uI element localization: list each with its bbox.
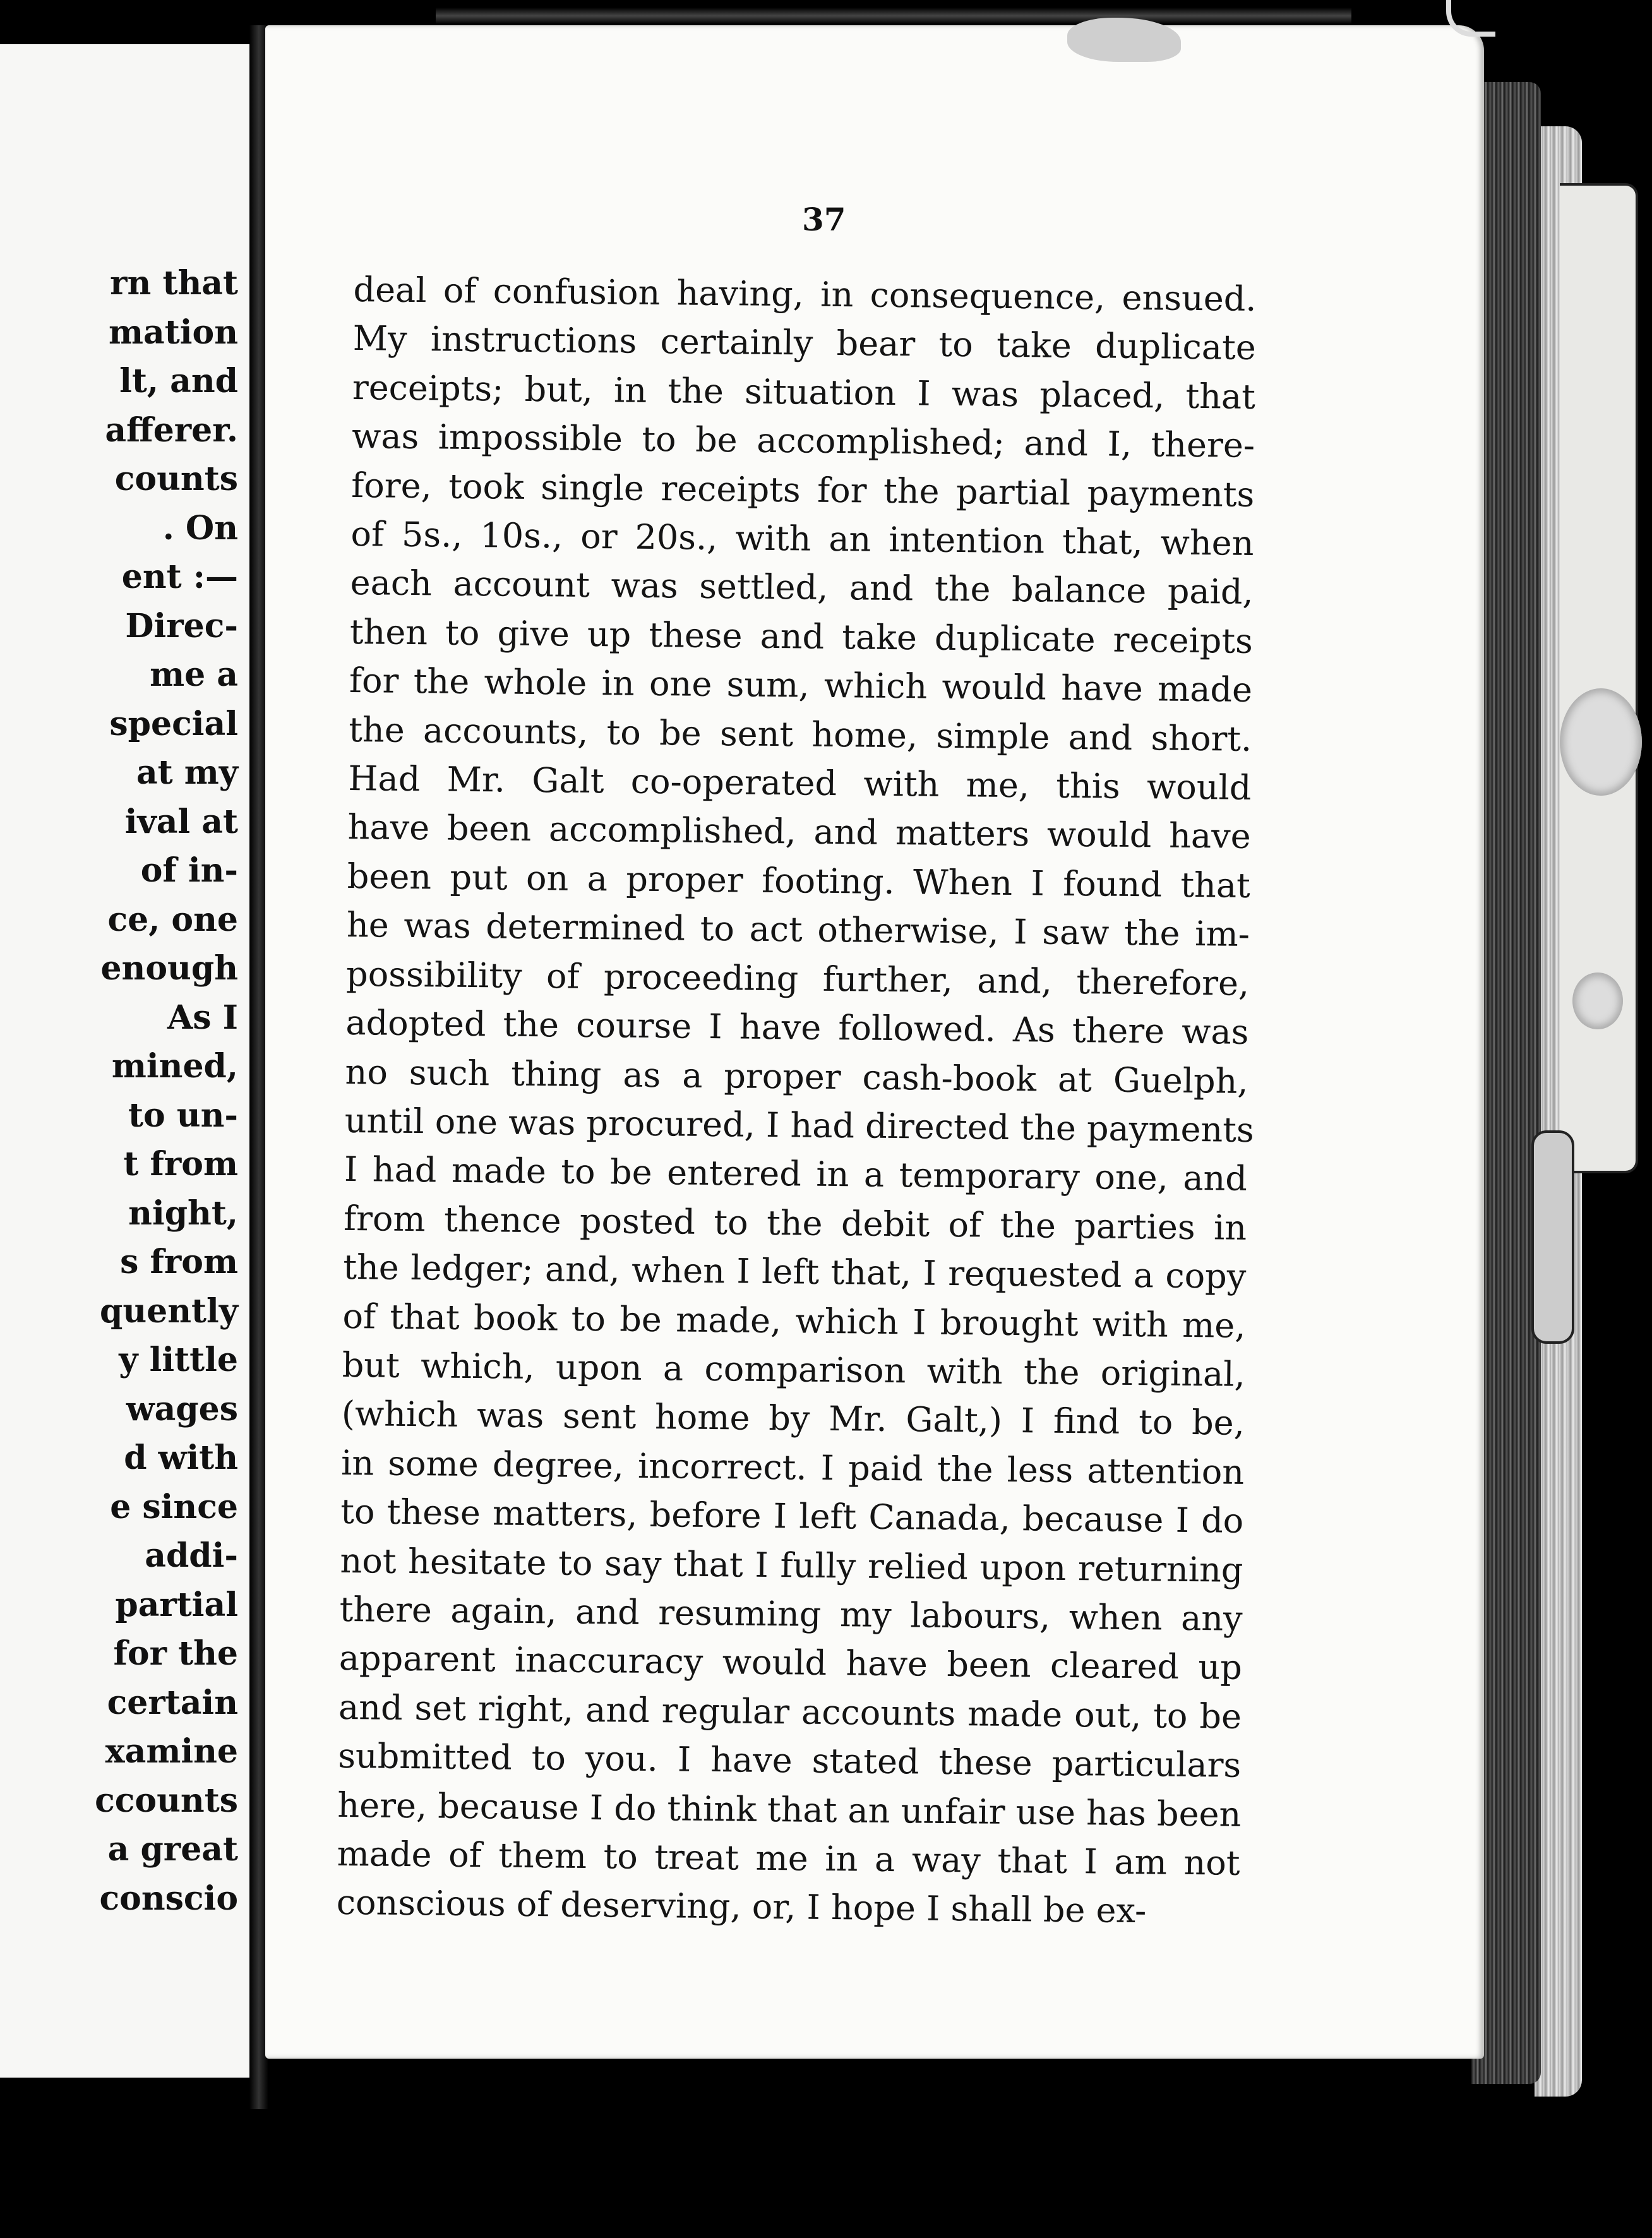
text-line: not hesitate to say that I fully relied upon returning <box>340 1540 1243 1590</box>
fragment-line: . On <box>162 508 238 548</box>
text-line: to these matters, before I left Canada, because I do <box>340 1492 1244 1541</box>
text-line: was impossible to be accomplished; and I, there- <box>351 416 1255 466</box>
fragment-line: s from <box>120 1243 238 1281</box>
fragment-line: addi- <box>145 1536 238 1575</box>
text-line: possibility of proceeding further, and, therefore, <box>345 954 1250 1003</box>
text-line: of that book to be made, which I brought with me, <box>342 1296 1246 1346</box>
text-line: adopted the course I have followed. As there was <box>345 1003 1249 1053</box>
fragment-line: As I <box>167 998 238 1037</box>
text-line: no such thing as a proper cash-book at Guelph, <box>345 1051 1248 1101</box>
fragment-line: to un- <box>128 1096 238 1135</box>
text-line: he was determined to act otherwise, I saw the im- <box>346 905 1250 955</box>
previous-page-text <box>95 259 238 1923</box>
fragment-line: of in- <box>140 851 238 890</box>
text-line: made of them to treat me in a way that I am not <box>337 1833 1240 1883</box>
top-binding-shadow <box>436 8 1351 24</box>
fragment-line: ccounts <box>95 1781 238 1820</box>
fragment-line: mation <box>109 313 238 352</box>
fragment-line: night, <box>128 1194 238 1233</box>
fragment-line: special <box>109 704 238 743</box>
fragment-line: y little <box>119 1341 238 1379</box>
fragment-line: wages <box>126 1389 238 1428</box>
fragment-line: ce, one <box>107 900 238 939</box>
fragment-line: t from <box>123 1145 238 1183</box>
text-line: the ledger; and, when I left that, I requested a copy <box>343 1247 1247 1297</box>
paper-tear <box>1067 18 1181 62</box>
fragment-line: certain <box>107 1683 238 1722</box>
body-text <box>336 265 1256 1937</box>
paper-damage-spot <box>1572 972 1623 1029</box>
text-line: fore, took single receipts for the partial payments <box>351 465 1255 515</box>
text-line: each account was settled, and the balance paid, <box>350 563 1254 613</box>
page-number: 37 <box>802 201 846 238</box>
text-line: Had Mr. Galt co-operated with me, this would <box>348 758 1252 808</box>
fragment-line: ival at <box>124 802 238 841</box>
fragment-line: conscio <box>99 1879 238 1918</box>
text-line: conscious of deserving, or, I hope I shall be ex- <box>336 1882 1147 1931</box>
fragment-line: a great <box>107 1830 238 1869</box>
text-line: My instructions certainly bear to take duplicate <box>352 318 1257 368</box>
text-line: there again, and resuming my labours, when any <box>339 1589 1243 1639</box>
fragment-line: mined, <box>111 1047 238 1086</box>
fragment-line: e since <box>110 1487 238 1526</box>
fragment-line: partial <box>115 1585 238 1624</box>
text-line: apparent inaccuracy would have been cleared up <box>338 1638 1243 1688</box>
text-line: receipts; but, in the situation I was placed, that <box>352 367 1256 417</box>
text-line: submitted to you. I have stated these particulars <box>337 1736 1242 1786</box>
text-line: then to give up these and take duplicate receipts <box>349 611 1254 661</box>
text-line: of 5s., 10s., or 20s., with an intention that, when <box>350 514 1254 563</box>
fragment-line: rn that <box>110 264 238 302</box>
text-line: but which, upon a comparison with the original, <box>342 1344 1246 1394</box>
text-line: in some degree, incorrect. I paid the less attention <box>340 1442 1245 1492</box>
text-line: (which was sent home by Mr. Galt,) I find to be, <box>341 1394 1245 1444</box>
fragment-line: me a <box>150 655 238 694</box>
text-line: have been accomplished, and matters would have <box>347 807 1251 857</box>
fragment-line: xamine <box>105 1732 238 1771</box>
fragment-line: counts <box>114 460 238 498</box>
text-line: and set right, and regular accounts made out, to be <box>338 1687 1242 1737</box>
fragment-line: d with <box>124 1439 238 1477</box>
fragment-line: at my <box>136 753 238 792</box>
text-line: been put on a proper footing. When I found that <box>347 856 1251 906</box>
text-line: from thence posted to the debit of the parties in <box>343 1198 1247 1248</box>
text-line: deal of confusion having, in consequence, ensued. <box>353 269 1257 319</box>
text-line: for the whole in one sum, which would have made <box>349 661 1253 710</box>
fragment-line: Direc- <box>125 606 238 645</box>
fragment-line: enough <box>100 949 238 988</box>
tab-clip <box>1531 1130 1574 1344</box>
text-line: until one was procured, I had directed the payments <box>344 1100 1254 1150</box>
fragment-line: quently <box>99 1291 238 1331</box>
fragment-line: lt, and <box>119 362 238 400</box>
text-line: I had made to be entered in a temporary one, and <box>344 1149 1248 1199</box>
fragment-line: afferer. <box>105 410 238 450</box>
fragment-line: for the <box>113 1634 238 1673</box>
previous-page-fragment <box>0 44 253 2078</box>
text-line: the accounts, to be sent home, simple and short. <box>348 709 1252 759</box>
fragment-line: ent :— <box>121 558 238 596</box>
text-line: here, because I do think that an unfair use has been <box>337 1785 1242 1834</box>
paper-damage-spot <box>1560 688 1642 796</box>
